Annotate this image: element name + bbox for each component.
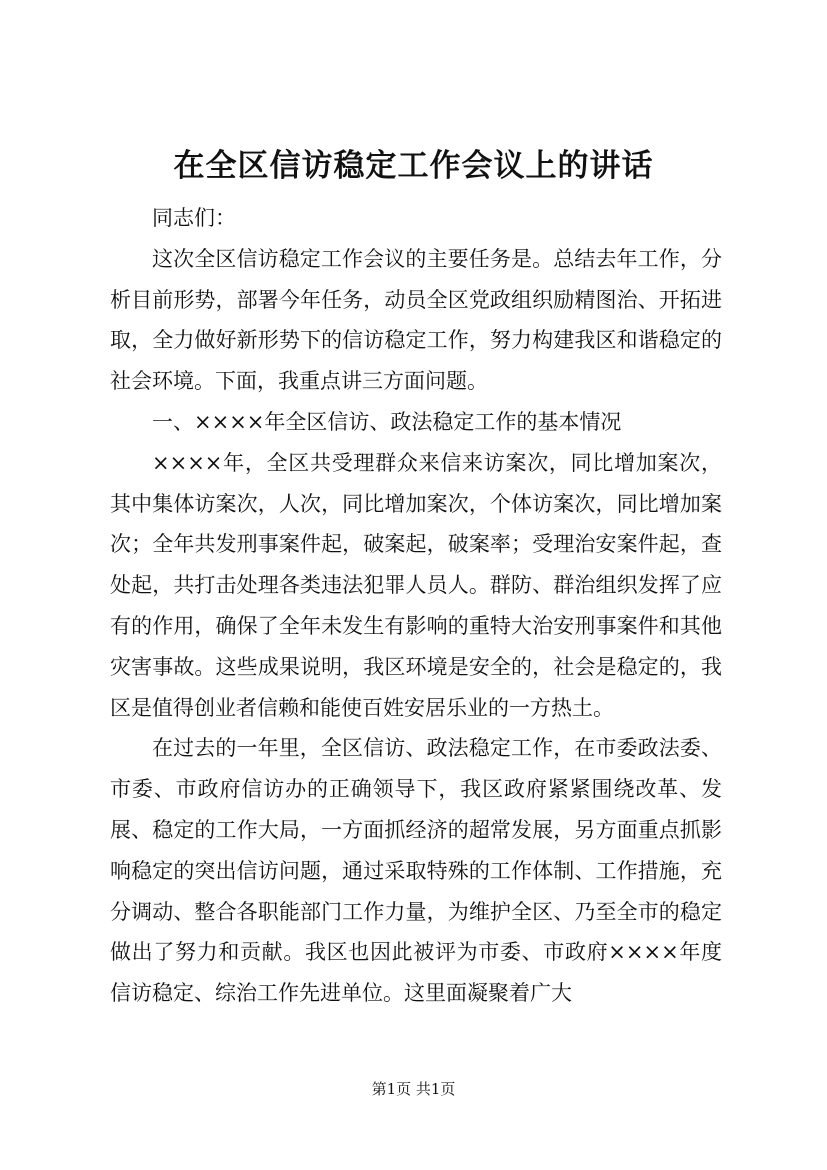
paragraph-intro: 这次全区信访稳定工作会议的主要任务是。总结去年工作，分析目前形势，部署今年任务，动员全区党政组织励精图治、开拓进取，全力做好新形势下的信访稳定工作，努力构建我区和谐稳定的社会环境。下面，我重点讲三方面问题。 xyxy=(110,246,722,394)
paragraph-review: 在过去的一年里，全区信访、政法稳定工作，在市委政法委、市委、市政府信访办的正确领导下，我区政府紧紧围绕改革、发展、稳定的工作大局，一方面抓经济的超常发展，另方面重点抓影响稳定的突出信访问题，通过采取特殊的工作体制、工作措施，充分调动、整合各职能部门工作力量，为维护全区、乃至全市的稳定做出了努力和贡献。我区也因此被评为市委、市政府××××年度信访稳定、综治工作先进单位。这里面凝聚着广大 xyxy=(110,736,722,1006)
greeting: 同志们： xyxy=(152,206,236,230)
paragraph-statistics: ××××年，全区共受理群众来信来访案次，同比增加案次，其中集体访案次，人次，同比增加案次，个体访案次，同比增加案次；全年共发刑事案件起，破案起，破案率；受理治安案件起，查处起，共打击处理各类违法犯罪人员人。群防、群治组织发挥了应有的作用，确保了全年未发生有影响的重特大治安刑事案件和其他灾害事故。这些成果说明，我区环境是安全的，社会是稳定的，我区是值得创业者信赖和能使百姓安居乐业的一方热土。 xyxy=(110,450,722,720)
page-number-footer: 第1页 共1页 xyxy=(371,1080,456,1098)
document-body xyxy=(110,198,722,1014)
document-title: 在全区信访稳定工作会议上的讲话 xyxy=(173,148,654,184)
section-heading: 一、××××年全区信访、政法稳定工作的基本情况 xyxy=(152,409,622,434)
